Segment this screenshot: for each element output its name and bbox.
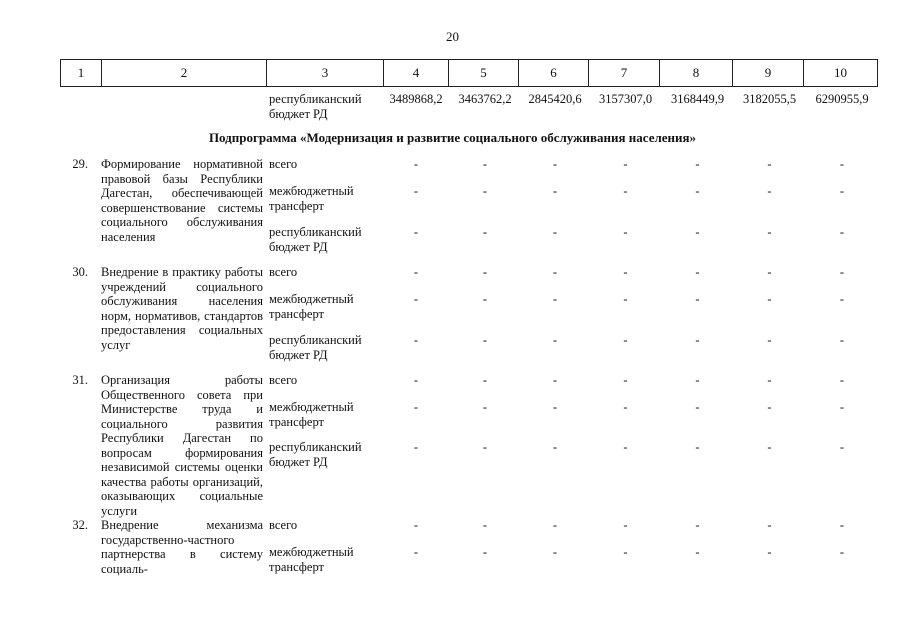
table-cell: - [552, 400, 558, 414]
first-row-value: 3463762,2 [458, 92, 512, 106]
item-description: Внедрение в практику работы учреждений социального обслуживания населения норм, нормативов, стандартов предоставления социальных услуг [101, 265, 263, 352]
table-cell: - [839, 545, 845, 559]
item-description: Внедрение механизма государственно-частного партнерства в систему социаль- [101, 518, 263, 576]
table-cell: - [695, 373, 700, 387]
table-cell: - [767, 400, 772, 414]
column-header-row [60, 59, 878, 87]
table-cell: - [623, 157, 628, 171]
funding-source: республиканский бюджет РД [269, 440, 362, 469]
table-cell: - [839, 184, 845, 198]
table-cell: - [413, 333, 419, 347]
table-cell: - [482, 225, 488, 239]
table-cell: - [482, 518, 488, 532]
table-cell: - [767, 333, 772, 347]
table-cell: - [623, 518, 628, 532]
table-cell: - [767, 292, 772, 306]
table-cell: - [623, 225, 628, 239]
table-cell: - [767, 545, 772, 559]
table-cell: - [552, 184, 558, 198]
table-cell: - [482, 157, 488, 171]
table-cell: - [552, 440, 558, 454]
item-number: 31. [72, 373, 88, 387]
table-cell: - [552, 333, 558, 347]
table-cell: - [552, 292, 558, 306]
table-cell: - [413, 157, 419, 171]
table-cell: - [695, 333, 700, 347]
item-number: 30. [72, 265, 88, 279]
funding-source: всего [269, 373, 298, 387]
header-col-7: 7 [589, 60, 660, 87]
first-row-value: 3182055,5 [742, 92, 797, 106]
table-cell: - [413, 265, 419, 279]
header-col-6: 6 [519, 60, 589, 87]
table-cell: - [839, 157, 845, 171]
first-row-source: республиканский бюджет РД [269, 92, 362, 121]
header-col-5: 5 [449, 60, 519, 87]
table-cell: - [767, 157, 772, 171]
table-cell: - [695, 518, 700, 532]
table-cell: - [552, 157, 558, 171]
table-cell: - [767, 184, 772, 198]
funding-source: межбюджетный трансферт [269, 400, 354, 429]
table-cell: - [413, 184, 419, 198]
table-cell: - [482, 292, 488, 306]
table-cell: - [839, 225, 845, 239]
table-cell: - [552, 545, 558, 559]
table-cell: - [482, 545, 488, 559]
header-col-1: 1 [61, 60, 102, 87]
table-cell: - [413, 545, 419, 559]
table-cell: - [482, 400, 488, 414]
table-cell: - [767, 373, 772, 387]
table-cell: - [623, 545, 628, 559]
table-cell: - [695, 292, 700, 306]
table-cell: - [695, 157, 700, 171]
table-cell: - [695, 225, 700, 239]
table-cell: - [695, 440, 700, 454]
table-cell: - [482, 184, 488, 198]
first-row-value: 3168449,9 [670, 92, 725, 106]
table-cell: - [839, 333, 845, 347]
table-cell: - [623, 333, 628, 347]
first-row-value: 2845420,6 [528, 92, 582, 106]
table-cell: - [695, 184, 700, 198]
table-cell: - [413, 400, 419, 414]
header-col-10: 10 [804, 60, 878, 87]
subprogram-title: Подпрограмма «Модернизация и развитие социального обслуживания населения» [208, 130, 697, 145]
table-cell: - [623, 265, 628, 279]
table-cell: - [695, 545, 700, 559]
item-description: Организация работы Общественного совета при Министерстве труда и социального развития Республики Дагестан по вопросам формирования независимой системы оценки качества работы организаций, оказывающих социальные услуги [101, 373, 263, 518]
table-cell: - [552, 373, 558, 387]
funding-source: республиканский бюджет РД [269, 333, 362, 362]
table-cell: - [623, 400, 628, 414]
table-cell: - [413, 518, 419, 532]
table-cell: - [767, 440, 772, 454]
table-cell: - [552, 265, 558, 279]
table-cell: - [767, 518, 772, 532]
first-row-value: 3489868,2 [389, 92, 443, 106]
table-cell: - [623, 184, 628, 198]
table-cell: - [767, 225, 772, 239]
table-cell: - [839, 440, 845, 454]
header-col-4: 4 [384, 60, 449, 87]
funding-source: всего [269, 518, 298, 532]
table-cell: - [767, 265, 772, 279]
table-cell: - [413, 440, 419, 454]
table-cell: - [623, 373, 628, 387]
table-cell: - [623, 292, 628, 306]
table-cell: - [839, 292, 845, 306]
table-cell: - [839, 518, 845, 532]
header-col-9: 9 [733, 60, 804, 87]
item-number: 29. [72, 157, 88, 171]
table-cell: - [482, 373, 488, 387]
table-cell: - [482, 333, 488, 347]
funding-source: всего [269, 157, 298, 171]
header-col-2: 2 [102, 60, 267, 87]
funding-source: межбюджетный трансферт [269, 292, 354, 321]
first-row-value: 3157307,0 [598, 92, 653, 106]
funding-source: республиканский бюджет РД [269, 225, 362, 254]
header-col-3: 3 [267, 60, 384, 87]
header-col-8: 8 [660, 60, 733, 87]
table-cell: - [552, 225, 558, 239]
table-cell: - [482, 265, 488, 279]
table-cell: - [552, 518, 558, 532]
table-cell: - [413, 373, 419, 387]
funding-source: всего [269, 265, 298, 279]
table-cell: - [695, 265, 700, 279]
table-cell: - [623, 440, 628, 454]
funding-source: межбюджетный трансферт [269, 545, 354, 574]
table-cell: - [839, 400, 845, 414]
funding-source: межбюджетный трансферт [269, 184, 354, 213]
table-cell: - [413, 225, 419, 239]
item-description: Формирование нормативной правовой базы Республики Дагестан, обеспечивающей совершенствование системы социального обслуживания населения [101, 157, 263, 244]
item-number: 32. [72, 518, 88, 532]
table-cell: - [695, 400, 700, 414]
table-cell: - [413, 292, 419, 306]
table-cell: - [482, 440, 488, 454]
table-cell: - [839, 373, 845, 387]
first-row-value: 6290955,9 [815, 92, 869, 106]
table-cell: - [839, 265, 845, 279]
page-number: 20 [446, 29, 459, 44]
